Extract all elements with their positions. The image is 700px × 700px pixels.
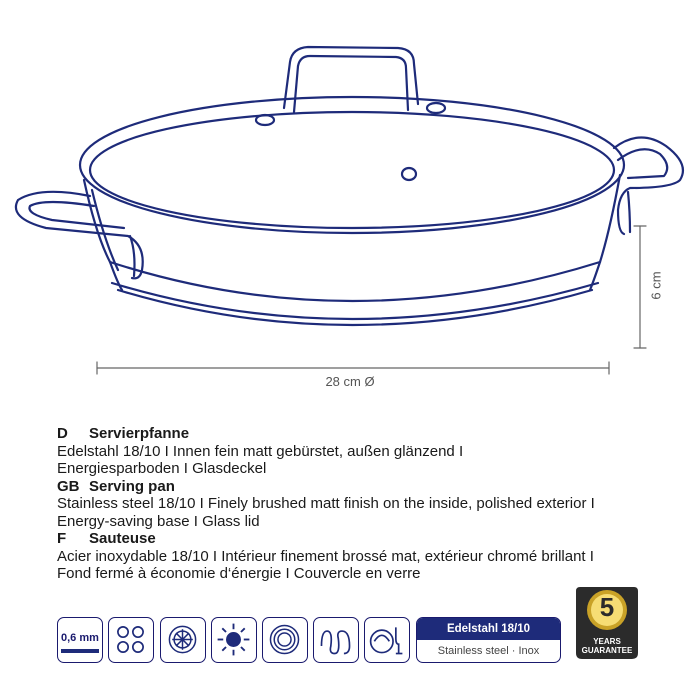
guarantee-number: 5	[599, 592, 615, 622]
lang-code: F	[57, 530, 67, 547]
lid-outline	[80, 97, 624, 233]
thickness-label: 0,6 mm	[61, 632, 99, 644]
halogen-hob-icon	[313, 617, 359, 663]
pan-base	[110, 262, 600, 301]
description-gb	[57, 478, 677, 531]
description-line: Edelstahl 18/10 I Innen fein matt gebürstet, außen glänzend I	[57, 442, 464, 460]
product-title: Servierpfanne	[89, 425, 190, 442]
induction-icon	[262, 617, 308, 663]
right-handle	[614, 137, 683, 234]
width-label: 28 cm Ø	[325, 374, 375, 389]
ceramic-hob-icon	[160, 617, 206, 663]
material-badge-top: Edelstahl 18/10	[417, 618, 560, 640]
description-line: Energy-saving base I Glass lid	[57, 512, 260, 530]
electric-hob-icon	[108, 617, 154, 663]
lang-code: GB	[57, 477, 80, 495]
material-badge	[416, 617, 561, 663]
guarantee-text	[574, 637, 640, 655]
description-line: Fond fermé à économie d‘énergie I Couvercle en verre	[57, 565, 421, 582]
thickness-icon	[57, 617, 103, 663]
guarantee-text-line2: GUARANTEE	[581, 646, 633, 655]
dishwasher-safe-icon	[364, 617, 410, 663]
description-line: Acier inoxydable 18/10 I Intérieur finement brossé mat, extérieur chromé brillant I	[57, 547, 594, 565]
height-label: 6 cm	[648, 271, 664, 300]
description-de	[57, 425, 677, 478]
product-title: Sauteuse	[89, 530, 156, 547]
description-line: Energiesparboden I Glasdeckel	[57, 460, 267, 477]
product-descriptions	[57, 425, 677, 583]
thickness-bar	[61, 649, 99, 653]
product-title: Serving pan	[89, 477, 175, 495]
material-badge-bottom: Stainless steel · Inox	[437, 645, 540, 657]
description-line: Stainless steel 18/10 I Finely brushed matt finish on the inside, polished exterior I	[57, 495, 595, 512]
guarantee-text-line1: YEARS	[593, 637, 621, 646]
description-f	[57, 530, 677, 583]
lang-code: D	[57, 425, 68, 442]
gas-hob-icon	[211, 617, 257, 663]
